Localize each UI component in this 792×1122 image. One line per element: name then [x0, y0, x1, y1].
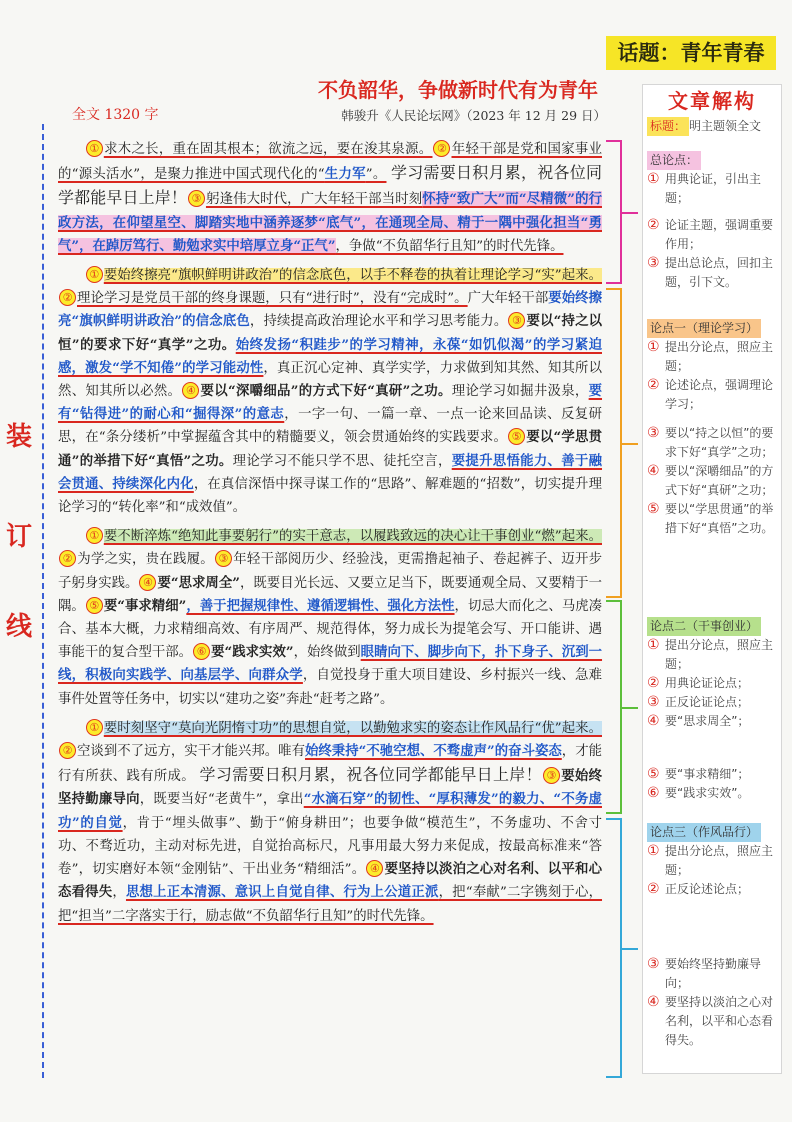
- marker: ②: [433, 140, 450, 157]
- sentence: 理论学习如掘井汲泉，: [451, 384, 589, 400]
- paragraph-intro: [58, 138, 602, 258]
- sub-point: 要“践求实效”: [211, 644, 294, 661]
- sentence: ，在真信深悟中探寻谋工作的“思路”、解难题的“招数”，切实提升理论学习的“转化率”和“成效值”。: [58, 476, 603, 516]
- keyword: “水滴石穿”的韧性、“厚积薄发”的毅力、“不务虚功”的自觉: [58, 791, 602, 831]
- sub-point: 要以“学思贯通”的举措下好“真悟”之功。: [58, 429, 602, 469]
- section-header: 论点二（干事创业）: [647, 617, 761, 636]
- marker: ③: [543, 767, 560, 784]
- list-item: ② 正反论述论点；: [647, 881, 750, 897]
- marker: ①: [86, 266, 103, 283]
- keyword: ，善于把握规律性、遵循逻辑性、强化方法性: [186, 597, 455, 614]
- sentence: ，争做“不负韶华行且知”的时代先锋。: [335, 238, 564, 254]
- marker: ③: [215, 550, 232, 567]
- sub-point: 要以“持之以恒”的要求下好“真学”之功。: [58, 313, 603, 353]
- handwritten-note: 学习需要日积月累，祝各位同学都能早日上岸！: [58, 163, 602, 208]
- sidebar-title: 文章解构: [668, 89, 756, 113]
- paragraph-point-3: [58, 717, 602, 928]
- sub-point: 要“思求周全”: [157, 574, 240, 591]
- sentence: ，既要当好“老黄牛”，拿出: [139, 792, 304, 808]
- sidebar-section-point-3: [647, 823, 777, 1050]
- sub-point: 要“事求精细”: [103, 597, 187, 614]
- paragraph-point-1: [58, 264, 602, 519]
- sentence: 年轻干部是党和国家事业的“源头活水”，是聚力推进中国式现代化的“: [58, 142, 602, 183]
- sidebar-section-intro: [647, 151, 777, 292]
- sidebar-section-point-1: [647, 319, 777, 538]
- title-desc: 明主题领全文: [689, 119, 762, 133]
- keyword: 始终发扬“积跬步”的学习精神，永葆“如饥似渴”的学习紧迫感，激发“学不知倦”的学习能动性: [58, 336, 602, 376]
- sentence: 要不断淬炼“绝知此事要躬行”的实干意志，以履践致远的决心让干事创业“燃”起来。: [103, 529, 602, 545]
- sentence: 理论学习不能只学不思、徒托空言，: [232, 453, 452, 469]
- marker: ①: [86, 719, 103, 736]
- list-item: ① 用典论证，引出主题；: [647, 171, 762, 205]
- title-tag: 标题：: [647, 117, 689, 136]
- keyword: 怀持“致广大”而“尽精微”的行政方法，在仰望星空、脚踏实地中涵养逐梦“底气”，在通现全局、精于一隅中强化担当“勇气”，在踔厉笃行、勤勉求实中培厚立身“正气”: [58, 191, 602, 254]
- keyword: 要提升思悟能力、善于融会贯通、持续深化内化: [58, 452, 603, 492]
- bracket-point-2: [606, 600, 622, 814]
- keyword: 思想上正本清源、意识上自觉自律、行为上公道正派: [125, 884, 439, 901]
- binding-line: [42, 124, 44, 1078]
- list-item: ① 提出分论点，照应主题；: [647, 843, 774, 877]
- marker: ③: [508, 312, 525, 329]
- marker: ②: [59, 550, 76, 567]
- binding-char-3: 线: [5, 612, 32, 642]
- sentence: 为学之实，贵在践履。: [77, 552, 214, 568]
- sentence: 年轻干部阅历少、经验浅，更需撸起袖子、卷起裤子、迈开步子躬身实践。: [58, 552, 603, 591]
- section-header: 论点三（作风品行）: [647, 823, 761, 842]
- sentence: ，一字一句、一篇一章、一点一论来回品读、反复研思，在“条分缕析”中掌握蕴含其中的精髓要义，领会贯通始终的实践要求。: [58, 407, 603, 446]
- keyword: 生力军: [324, 166, 366, 183]
- list-item: ② 论述论点，强调理论学习；: [647, 377, 774, 411]
- list-item: ⑤ 要以“学思贯通”的举措下好“真悟”之功。: [647, 501, 774, 535]
- sentence: 要时刻坚守“莫向光阴惰寸功”的思想自觉，以勤勉求实的姿态让作风品行“优”起来。: [103, 720, 602, 736]
- sub-point: 要坚持以淡泊之心对名利、以平和心态看得失: [58, 861, 603, 901]
- sentence: 要始终擦亮“旗帜鲜明讲政治”的信念底色，以手不释卷的执着让理论学习“实”起来。: [103, 268, 602, 284]
- binding-char-1: 装: [5, 422, 32, 452]
- sentence: ，: [112, 885, 126, 901]
- sentence: ”。: [365, 167, 387, 183]
- author-line: 韩骏升《人民论坛网》（2023 年 12 月 29 日）: [341, 108, 606, 123]
- list-item: ① 提出分论点，照应主题；: [647, 339, 774, 373]
- list-item: ③ 要始终坚持勤廉导向；: [647, 956, 762, 990]
- marker: ④: [182, 382, 199, 399]
- structure-sidebar: [642, 84, 782, 1074]
- sentence: ，自觉投身于重大项目建设、乡村振兴一线、急难事件处置等任务中，切实以“建功之姿”奔赴“赶考之路”。: [58, 668, 603, 707]
- list-item: ③ 提出总论点，回扣主题，引下文。: [647, 255, 774, 289]
- list-item: ④ 要“思求周全”；: [647, 713, 750, 729]
- section-header: 论点一（理论学习）: [647, 319, 761, 338]
- marker: ②: [59, 289, 76, 306]
- keyword: 眼睛向下、脚步向下，扑下身子、沉到一线，积极向实践学、向基层学、向群众学: [58, 644, 603, 684]
- sentence: ，持续提高政治理论水平和学习思考能力。: [249, 314, 508, 330]
- marker: ④: [139, 574, 156, 591]
- sentence: ，始终做到: [293, 645, 361, 661]
- list-item: ② 用典论证论点；: [647, 675, 750, 691]
- marker: ①: [86, 527, 103, 544]
- marker: ④: [366, 860, 383, 877]
- sentence: ，既要目光长远、又要立足当下，既要通观全局、又要精于一隅。: [58, 575, 603, 614]
- sentence: ，肯于“埋头做事”、勤于“俯身耕田”；也要争做“模范生”，不务虚功、不舍寸功、不骛近功，主动对标先进，自觉抬高标尺，凡事用最大努力来促成，按最高标准来“答卷”，切实磨好本领“金刚钻”、干出业务“精细活”。: [58, 815, 603, 878]
- bracket-point-1: [606, 288, 622, 598]
- sentence: 求木之长，重在固其根本；欲流之远，要在浚其泉源。: [103, 142, 433, 157]
- topic-badge: 话题：青年青春: [606, 36, 776, 70]
- sentence: 空谈到不了远方，实干才能兴邦。唯有: [77, 744, 305, 760]
- marker: ⑤: [86, 597, 103, 614]
- article-title: 不负韶华，争做新时代有为青年: [318, 78, 598, 102]
- bracket-intro: [606, 140, 622, 284]
- marker: ⑥: [193, 643, 210, 660]
- sidebar-title-row: [643, 117, 781, 136]
- article-body: [58, 138, 602, 928]
- marker: ①: [86, 140, 103, 157]
- marker: ⑤: [508, 428, 525, 445]
- list-item: ③ 正反论证论点；: [647, 694, 750, 710]
- section-header: 总论点：: [647, 151, 701, 170]
- paragraph-point-2: [58, 525, 602, 711]
- list-item: ③ 要以“持之以恒”的要求下好“真学”之功；: [647, 425, 774, 459]
- list-item: ② 论证主题，强调重要作用；: [647, 217, 774, 251]
- sidebar-section-point-2: [647, 617, 777, 803]
- sentence: ，才能行有所获、践有所成。: [58, 744, 603, 785]
- keyword: 要有“钻得进”的耐心和“掘得深”的意志: [58, 383, 603, 423]
- list-item: ① 提出分论点，照应主题；: [647, 637, 774, 671]
- sentence: 理论学习是党员干部的终身课题，只有“进行时”，没有“完成时”。: [77, 291, 468, 307]
- sentence: ，真正沉心定神、真学实学，力求做到知其然、知其所以然、知其所以必然。: [58, 360, 603, 400]
- sentence: 广大年轻干部: [467, 291, 549, 307]
- sentence: ，切忌大而化之、马虎凑合、基本大概，力求精细高效、有序周严、规范得体，努力成长为提笔会写、开口能讲、遇事能干的复合型干部。: [58, 598, 603, 661]
- sentence: ，把“奉献”二字镌刻于心，把“担当”二字落实于行，励志做“不负韶华行且知”的时代先锋。: [58, 885, 603, 924]
- sub-point: 要以“深嚼细品”的方式下好“真研”之功。: [200, 383, 452, 400]
- list-item: ⑤ 要“事求精细”；: [647, 766, 750, 782]
- list-item: ④ 要以“深嚼细品”的方式下好“真研”之功；: [647, 463, 774, 497]
- word-count: 全文 1320 字: [72, 107, 159, 123]
- marker: ②: [59, 742, 76, 759]
- bracket-point-3: [606, 818, 622, 1078]
- keyword: 要始终擦亮“旗帜鲜明讲政治”的信念底色: [58, 290, 603, 330]
- keyword: 始终秉持“不驰空想、不骛虚声”的奋斗姿态: [304, 743, 562, 760]
- handwritten-note: 学习需要日积月累，祝各位同学都能早日上岸！: [199, 765, 542, 785]
- marker: ③: [188, 190, 205, 207]
- sentence: 躬逢伟大时代，广大年轻干部当时刻: [205, 192, 423, 208]
- binding-char-2: 订: [5, 522, 32, 552]
- sub-point: 要始终坚持勤廉导向: [58, 768, 602, 808]
- list-item: ⑥ 要“践求实效”。: [647, 785, 750, 801]
- list-item: ④ 要坚持以淡泊之心对名利，以平和心态看得失。: [647, 994, 774, 1047]
